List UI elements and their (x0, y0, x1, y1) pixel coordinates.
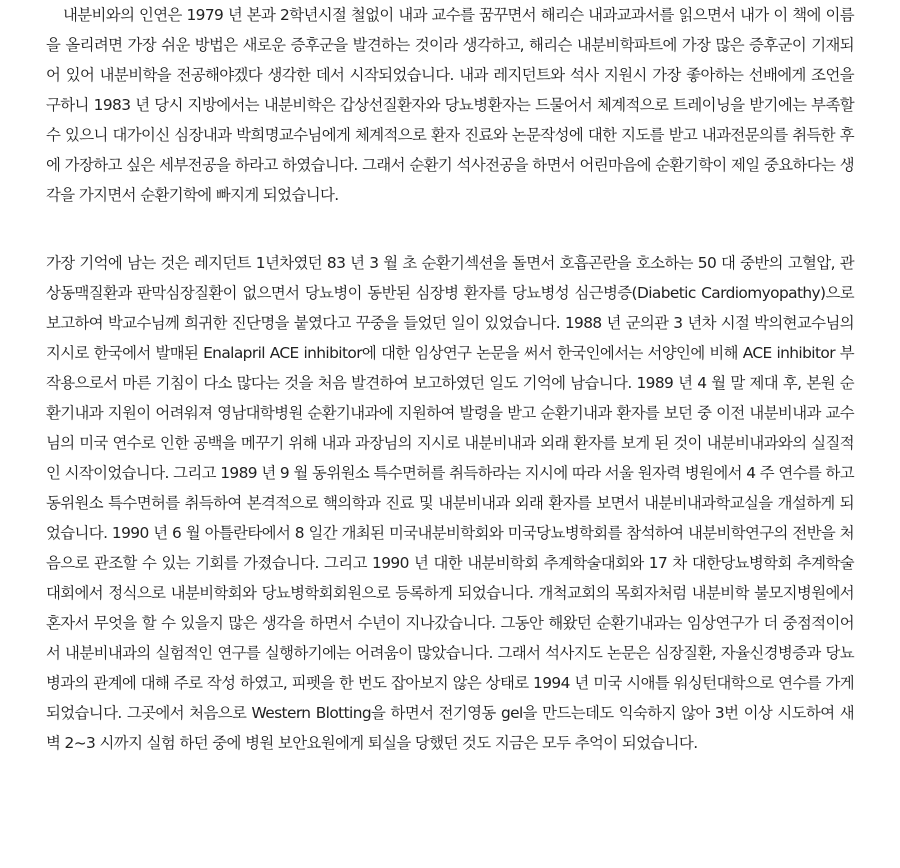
paragraph-2: 가장 기억에 남는 것은 레지던트 1년차였던 83 년 3 월 초 순환기섹션을 돌면서 호흡곤란을 호소하는 50 대 중반의 고혈압, 관상동맥질환과 판막심장질환이 없으면서 당뇨병이 동반된 심장병 환자를 당뇨병성 심근병증(Diabetic Cardiomyopathy)으로 보고하여 박교수님께 희귀한 진단명을 붙였다고 꾸중을 들었던 일이 있었습니다. 1988 년 군의관 3 년차 시절 박의현교수님의 지시로 한국에서 발매된 Enalapril ACE inhibitor에 대한 임상연구 논문을 써서 한국인에서는 서양인에 비해 ACE inhibitor 부작용으로서 마른 기침이 다소 많다는 것을 처음 발견하여 보고하였던 일도 기억에 남습니다. 1989 년 4 월 말 제대 후, 본원 순환기내과 지원이 어려워져 영남대학병원 순환기내과에 지원하여 발령을 받고 순환기내과 환자를 보던 중 이전 내분비내과 교수님의 미국 연수로 인한 공백을 메꾸기 위해 내과 과장님의 지시로 내분비내과 외래 환자를 보게 된 것이 내분비내과와의 실질적인 시작이었습니다. 그리고 1989 년 9 월 동위원소 특수면허를 취득하라는 지시에 따라 서울 원자력 병원에서 4 주 연수를 하고 동위원소 특수면허를 취득하여 본격적으로 핵의학과 진료 및 내분비내과 외래 환자를 보면서 내분비내과학교실을 개설하게 되었습니다. 1990 년 6 월 아틀란타에서 8 일간 개최된 미국내분비학회와 미국당뇨병학회를 참석하여 내분비학연구의 전반을 처음으로 관조할 수 있는 기회를 가졌습니다. 그리고 1990 년 대한 내분비학회 추계학술대회와 17 차 대한당뇨병학회 추계학술대회에서 정식으로 내분비학회와 당뇨병학회회원으로 등록하게 되었습니다. 개척교회의 목회자처럼 내분비학 불모지병원에서 혼자서 무엇을 할 수 있을지 많은 생각을 하면서 수년이 지나갔습니다. 그동안 해왔던 순환기내과는 임상연구가 더 중점적이어서 내분비내과의 실험적인 연구를 실행하기에는 어려움이 많았습니다. 그래서 석사지도 논문은 심장질환, 자율신경병증과 당뇨병과의 관계에 대해 주로 작성 하였고, 피펫을 한 번도 잡아보지 않은 상태로 1994 년 미국 시애틀 워싱턴대학으로 연수를 가게 되었습니다. 그곳에서 처음으로 Western Blotting을 하면서 전기영동 gel을 만드는데도 익숙하지 않아 3번 이상 시도하여 새벽 2~3 시까지 실험 하던 중에 병원 보안요원에게 퇴실을 당했던 것도 지금은 모두 추억이 되었습니다. (46, 254, 854, 752)
document-page (46, 0, 854, 758)
paragraph-1: 내분비와의 인연은 1979 년 본과 2학년시절 철없이 내과 교수를 꿈꾸면서 해리슨 내과교과서를 읽으면서 내가 이 책에 이름을 올리려면 가장 쉬운 방법은 새로운 증후군을 발견하는 것이라 생각하고, 해리슨 내분비학파트에 가장 많은 증후군이 기재되어 있어 내분비학을 전공해야겠다 생각한 데서 시작되었습니다. 내과 레지던트와 석사 지원시 가장 좋아하는 선배에게 조언을 구하니 1983 년 당시 지방에서는 내분비학은 갑상선질환자와 당뇨병환자는 드물어서 체계적으로 트레이닝을 받기에는 부족할 수 있으니 대가이신 심장내과 박희명교수님에게 체계적으로 환자 진료와 논문작성에 대한 지도를 받고 내과전문의를 취득한 후에 가장하고 싶은 세부전공을 하라고 하였습니다. 그래서 순환기 석사전공을 하면서 어린마음에 순환기학이 제일 중요하다는 생각을 가지면서 순환기학에 빠지게 되었습니다. (46, 6, 854, 204)
paragraph-spacer (46, 210, 854, 248)
